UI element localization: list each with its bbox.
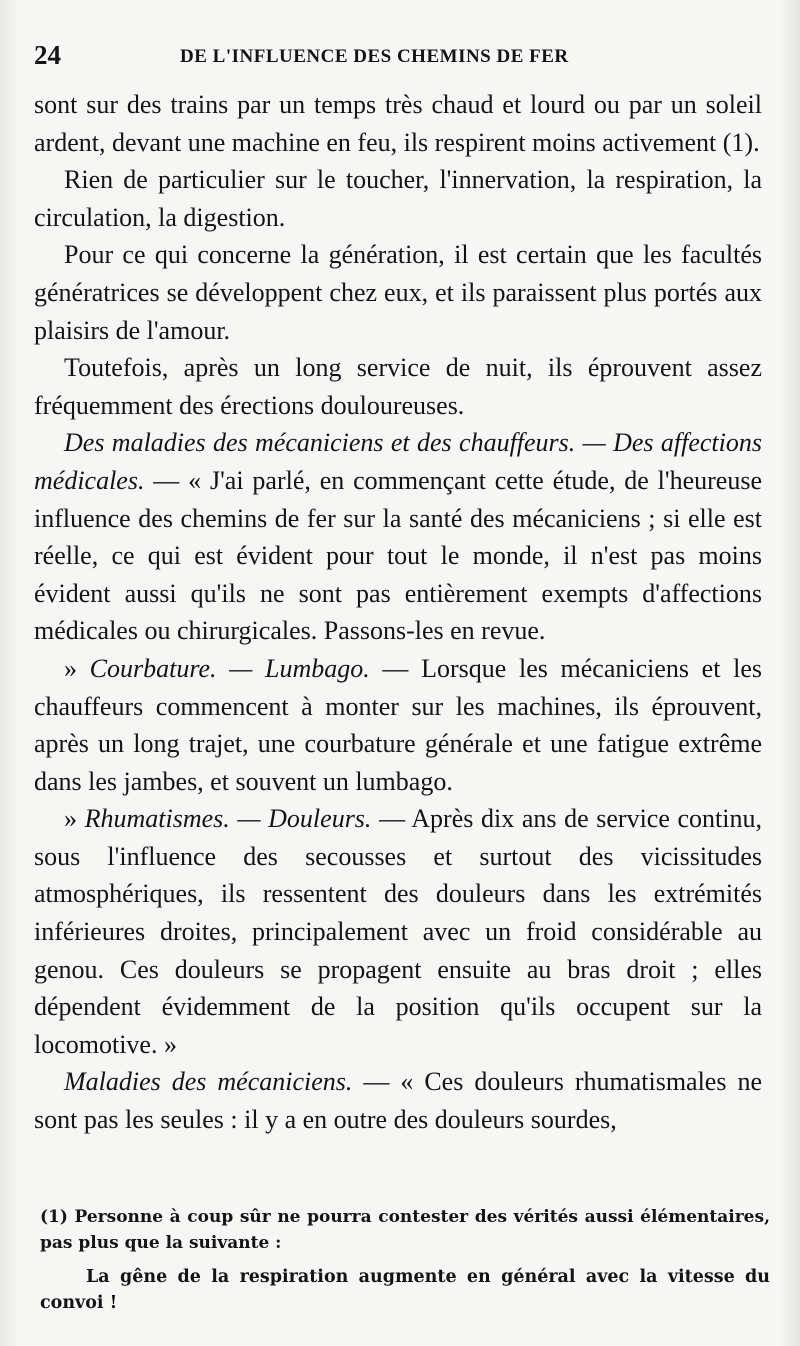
main-text (34, 86, 762, 1139)
footnote (40, 1204, 770, 1316)
paragraph-continuation: sont sur des trains par un temps très chaud et lourd ou par un soleil ardent, devant une machine en feu, ils respirent moins activement (1). (34, 90, 762, 157)
page-number: 24 (34, 40, 61, 70)
paragraph-rhumatismes (34, 800, 762, 1063)
paragraph-diseases (34, 424, 762, 650)
paragraph-senses: Rien de particulier sur le toucher, l'innervation, la respiration, la circulation, la digestion. (34, 165, 762, 232)
section-heading-rhumatismes: Rhumatismes. — Douleurs. (84, 804, 372, 834)
section-heading-diseases: Des maladies des mécaniciens et des chauffeurs. — Des affections médicales. (34, 428, 762, 495)
paragraph-diseases-text: — « J'ai parlé, en commençant cette étude, de l'heureuse influence des chemins de fer sur la santé des mécaniciens ; si elle est réelle, ce qui est évident pour tout le monde, il n'est pas moins évident aussi qu'ils ne sont pas entièrement exempts d'affections médicales ou chirurgicales. Passons-les en revue. (34, 465, 762, 646)
section-heading-courbature: Courbature. — Lumbago. (89, 653, 370, 683)
quote-mark: » (64, 653, 90, 683)
paragraph-courbature-text: — Lorsque les mécaniciens et les chauffeurs commencent à monter sur les machines, ils éprouvent, après un long trajet, une courbature générale et une fatigue extrême dans les jambes, et souvent un lumbago. (34, 653, 762, 796)
page-header (30, 40, 770, 80)
quote-mark: » (64, 804, 85, 834)
paragraph-erections: Toutefois, après un long service de nuit, ils éprouvent assez fréquemment des érections douloureuses. (34, 353, 762, 420)
paragraph-courbature (34, 650, 762, 800)
footnote-text: (1) Personne à coup sûr ne pourra contester des vérités aussi élémentaires, pas plus que la suivante : (40, 1207, 770, 1253)
paragraph-maladies-text: — « Ces douleurs rhumatismales ne sont pas les seules : il y a en outre des douleurs sourdes, (34, 1067, 762, 1135)
section-heading-maladies: Maladies des mécaniciens. (64, 1067, 353, 1097)
running-title: DE L'INFLUENCE DES CHEMINS DE FER (180, 46, 569, 67)
paragraph-maladies (34, 1063, 762, 1138)
paragraph-generation: Pour ce qui concerne la génération, il est certain que les facultés génératrices se développent chez eux, et ils paraissent plus portés aux plaisirs de l'amour. (34, 240, 762, 345)
paragraph-rhumatismes-text: — Après dix ans de service continu, sous l'influence des secousses et surtout des vicissitudes atmosphériques, ils ressentent des douleurs dans les extrémités inférieures droites, principalement avec un froid considérable au genou. Ces douleurs se propagent ensuite au bras droit ; elles dépendent évidemment de la position qu'ils occupent sur la locomotive. » (34, 804, 762, 1059)
footnote-quote: La gêne de la respiration augmente en général avec la vitesse du convoi ! (40, 1267, 770, 1313)
